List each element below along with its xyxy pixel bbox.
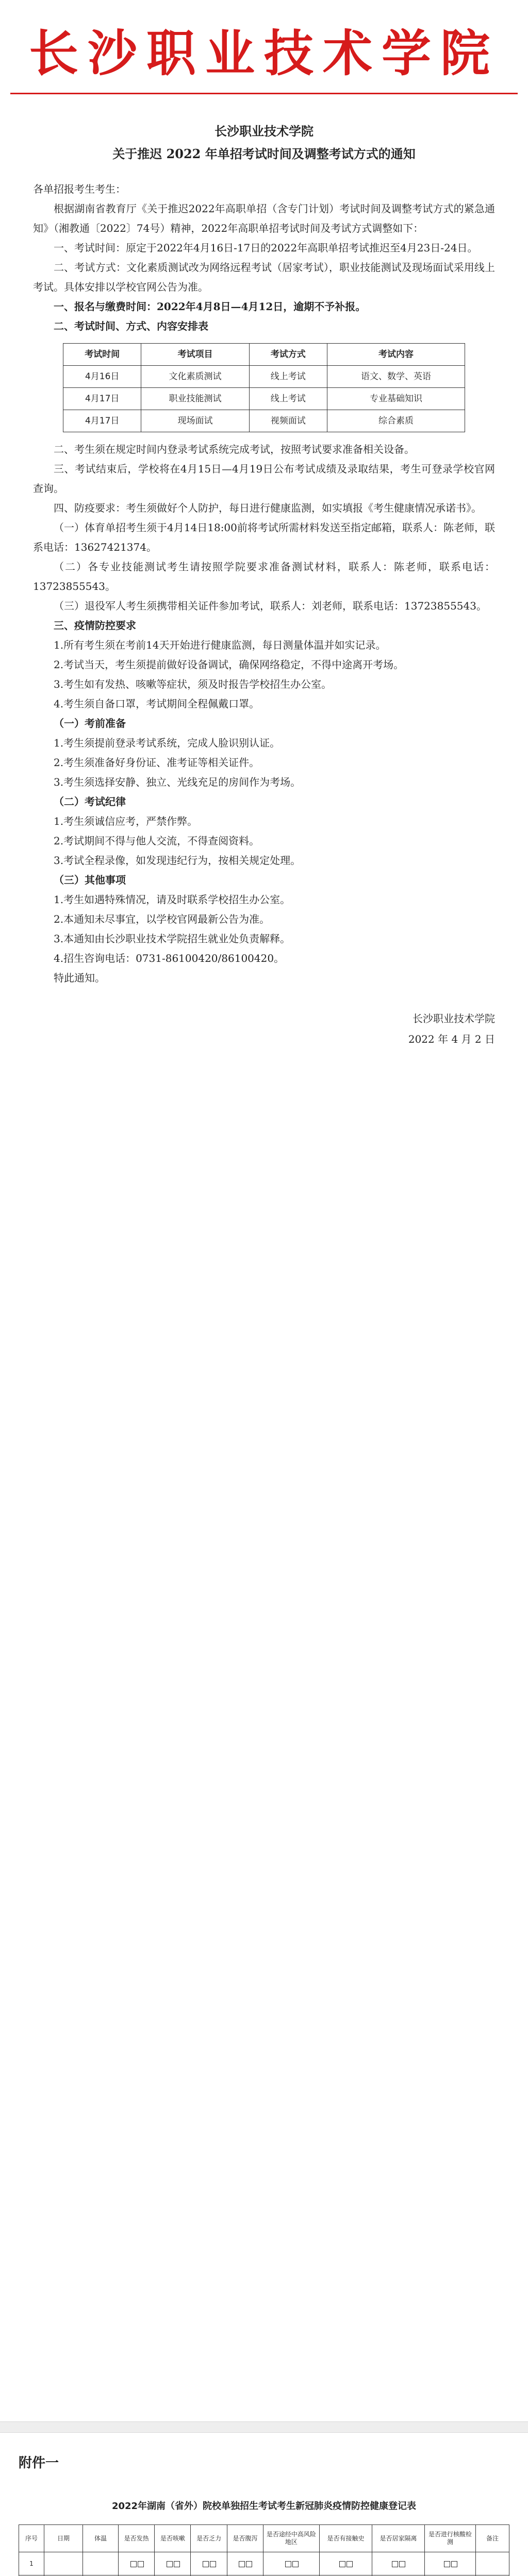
checkbox-yes[interactable] xyxy=(392,2561,398,2567)
table-header-cell: 考试项目 xyxy=(141,344,249,366)
table-cell: 线上考试 xyxy=(249,388,327,410)
table-cell[interactable] xyxy=(372,2552,424,2575)
table-cell[interactable] xyxy=(263,2552,319,2575)
table-cell[interactable] xyxy=(119,2552,155,2575)
exam-schedule-table xyxy=(63,343,465,432)
masthead-red-rule xyxy=(10,93,518,94)
table-cell xyxy=(83,2552,119,2575)
subsection-heading: （二）考试纪律 xyxy=(54,795,126,808)
table-header-cell: 备注 xyxy=(476,2525,509,2552)
table-header-cell: 考试方式 xyxy=(249,344,327,366)
checkbox-yes[interactable] xyxy=(167,2561,173,2567)
checkbox-yes[interactable] xyxy=(130,2561,137,2567)
notice-issuer: 长沙职业技术学院 xyxy=(214,124,314,139)
paragraph: 4.招生咨询电话：0731-86100420/86100420。 xyxy=(54,952,285,964)
closing: 特此通知。 xyxy=(54,972,105,984)
table-cell: 职业技能测试 xyxy=(141,388,249,410)
table-header-cell: 是否有接触史 xyxy=(319,2525,372,2552)
paragraph: 4.考生须自备口罩，考试期间全程佩戴口罩。 xyxy=(54,698,260,710)
table-cell: 文化素质测试 xyxy=(141,366,249,388)
annex1-label: 附件一 xyxy=(19,2455,59,2471)
table-cell: 1 xyxy=(19,2552,44,2575)
notice-document xyxy=(33,108,495,1049)
checkbox-yes[interactable] xyxy=(239,2561,245,2567)
masthead xyxy=(0,0,528,113)
table-header-cell: 考试时间 xyxy=(63,344,141,366)
section-heading: 三、疫情防控要求 xyxy=(54,619,136,632)
table-cell[interactable] xyxy=(227,2552,263,2575)
table-header-cell: 是否腹泻 xyxy=(227,2525,263,2552)
paragraph: 2.考生须准备好身份证、准考证等相关证件。 xyxy=(54,756,260,769)
salutation: 各单招报考生考生： xyxy=(33,183,126,195)
paragraph: 3.本通知由长沙职业技术学院招生就业处负责解释。 xyxy=(54,933,291,945)
masthead-school-name: 长沙职业技术学院 xyxy=(29,24,499,82)
paragraph: 1.考生如遇特殊情况，请及时联系学校招生办公室。 xyxy=(54,893,291,906)
paragraph: 1.所有考生须在考前14天开始进行健康监测，每日测量体温并如实记录。 xyxy=(54,639,386,651)
paragraph: 1.考生须诚信应考，严禁作弊。 xyxy=(54,815,198,827)
signature-org: 长沙职业技术学院 xyxy=(412,1012,495,1025)
paragraph: （一）体育单招考生须于4月14日18:00前将考试所需材料发送至指定邮箱，联系人：陈老师，联系电话：13627421374。 xyxy=(33,521,495,553)
annex1-title: 2022年湖南（省外）院校单独招生考试考生新冠肺炎疫情防控健康登记表 xyxy=(111,2501,417,2512)
table-header-cell: 是否居家隔离 xyxy=(372,2525,424,2552)
paragraph: 2.考试当天，考生须提前做好设备调试，确保网络稳定，不得中途离开考场。 xyxy=(54,658,404,671)
page-break xyxy=(0,2421,528,2433)
section-heading: 二、考试时间、方式、内容安排表 xyxy=(54,320,208,332)
table-cell: 现场面试 xyxy=(141,410,249,432)
table-header-cell: 体温 xyxy=(83,2525,119,2552)
paragraph: 二、考试方式：文化素质测试改为网络远程考试（居家考试），职业技能测试及现场面试采用线上考试。具体安排以学校官网公告为准。 xyxy=(33,261,495,293)
paragraph: 3.考生须选择安静、独立、光线充足的房间作为考场。 xyxy=(54,776,301,788)
table-header-cell: 是否咳嗽 xyxy=(155,2525,191,2552)
paragraph: （三）退役军人考生须携带相关证件参加考试，联系人：刘老师，联系电话：13723855543。 xyxy=(54,600,487,612)
paragraph: 根据湖南省教育厅《关于推迟2022年高职单招（含专门计划）考试时间及调整考试方式的紧急通知》（湘教通〔2022〕74号）精神，2022年高职单招考试时间及考试方式调整如下： xyxy=(33,202,495,234)
table-cell: 线上考试 xyxy=(249,366,327,388)
table-cell[interactable] xyxy=(425,2552,476,2575)
paragraph: 2.本通知未尽事宜，以学校官网最新公告为准。 xyxy=(54,913,270,925)
table-row xyxy=(19,2552,509,2575)
table-cell[interactable] xyxy=(155,2552,191,2575)
paragraph: 1.考生须提前登录考试系统，完成人脸识别认证。 xyxy=(54,737,280,749)
paragraph: 三、考试结束后，学校将在4月15日—4月19日公布考试成绩及录取结果，考生可登录学校官网查询。 xyxy=(33,463,495,495)
table-header-cell: 日期 xyxy=(44,2525,83,2552)
checkbox-no[interactable] xyxy=(246,2561,252,2567)
subsection-heading: （一）考前准备 xyxy=(54,717,126,730)
table-header-cell: 是否乏力 xyxy=(191,2525,227,2552)
table-cell: 综合素质 xyxy=(327,410,465,432)
table-cell: 4月17日 xyxy=(63,410,141,432)
subsection-heading: （三）其他事项 xyxy=(54,874,126,886)
table-cell[interactable] xyxy=(191,2552,227,2575)
table-cell: 专业基础知识 xyxy=(327,388,465,410)
checkbox-no[interactable] xyxy=(451,2561,457,2567)
table-header-cell: 是否发热 xyxy=(119,2525,155,2552)
health-table-body xyxy=(19,2552,509,2576)
table-cell: 4月16日 xyxy=(63,366,141,388)
paragraph: 3.考生如有发热、咳嗽等症状，须及时报告学校招生办公室。 xyxy=(54,678,332,690)
table-cell[interactable] xyxy=(319,2552,372,2575)
table-cell xyxy=(476,2552,509,2575)
checkbox-yes[interactable] xyxy=(339,2561,345,2567)
table-cell: 4月17日 xyxy=(63,388,141,410)
checkbox-no[interactable] xyxy=(174,2561,180,2567)
section-heading: 一、报名与缴费时间：2022年4月8日—4月12日，逾期不予补报。 xyxy=(54,300,366,313)
paragraph: 2.考试期间不得与他人交流，不得查阅资料。 xyxy=(54,835,260,847)
paragraph: （二）各专业技能测试考生请按照学院要求准备测试材料，联系人：陈老师，联系电话：13723855543。 xyxy=(33,561,495,592)
checkbox-yes[interactable] xyxy=(444,2561,450,2567)
table-header-row xyxy=(63,344,465,366)
signature-block xyxy=(33,1008,495,1049)
table-header-cell: 是否进行核酸检测 xyxy=(425,2525,476,2552)
checkbox-yes[interactable] xyxy=(285,2561,291,2567)
notice-title: 关于推迟 2022 年单招考试时间及调整考试方式的通知 xyxy=(112,146,416,161)
table-cell: 视频面试 xyxy=(249,410,327,432)
checkbox-no[interactable] xyxy=(346,2561,353,2567)
paragraph: 一、考试时间：原定于2022年4月16日-17日的2022年高职单招考试推迟至4月23日-24日。 xyxy=(54,242,478,254)
table-header-cell: 考试内容 xyxy=(327,344,465,366)
checkbox-no[interactable] xyxy=(210,2561,216,2567)
table-row xyxy=(63,410,465,432)
table-row xyxy=(63,388,465,410)
table-header-row xyxy=(19,2525,509,2552)
checkbox-no[interactable] xyxy=(399,2561,405,2567)
table-header-cell: 序号 xyxy=(19,2525,44,2552)
checkbox-no[interactable] xyxy=(138,2561,144,2567)
checkbox-yes[interactable] xyxy=(203,2561,209,2567)
health-registration-table xyxy=(19,2524,509,2576)
table-row xyxy=(63,366,465,388)
table-cell xyxy=(44,2552,83,2575)
checkbox-no[interactable] xyxy=(292,2561,299,2567)
paragraph: 四、防疫要求：考生须做好个人防护，每日进行健康监测，如实填报《考生健康情况承诺书》。 xyxy=(54,502,482,514)
paragraph: 3.考试全程录像，如发现违纪行为，按相关规定处理。 xyxy=(54,854,301,867)
table-cell: 语文、数学、英语 xyxy=(327,366,465,388)
table-header-cell: 是否途经中高风险地区 xyxy=(263,2525,319,2552)
paragraph: 二、考生须在规定时间内登录考试系统完成考试，按照考试要求准备相关设备。 xyxy=(54,443,415,455)
signature-date: 2022 年 4 月 2 日 xyxy=(408,1033,495,1045)
